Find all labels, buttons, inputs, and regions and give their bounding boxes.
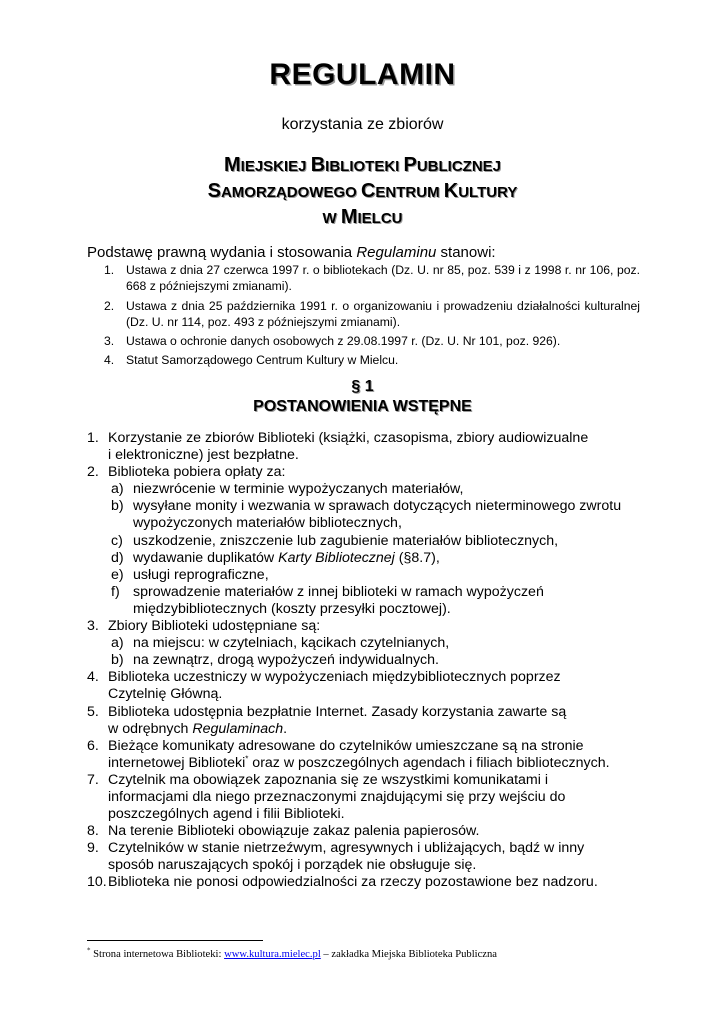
rule-text: Bieżące komunikaty adresowane do czytelników umieszczane są na stronie internetowej Biblioteki* oraz w poszczególnych agendach i filiach bibliotecznych. [108,737,610,771]
institution-line-1 [0,155,725,175]
section-sign: § 1 [351,378,374,395]
rule-number: 5. [87,703,99,720]
rule-subitem: f) sprowadzenie materiałów z innej biblioteki w ramach wypożyczeń międzybibliotecznych (koszty przesyłki pocztowej). [111,583,544,617]
rule-item [87,669,647,703]
rule-number: 8. [87,823,99,840]
rule-text: Biblioteka udostępnia bezpłatnie Internet. Zasady korzystania zawarte są w odrębnych Regulaminach. [108,703,567,737]
rule-item [87,738,647,772]
rule-item [87,430,647,464]
institution-text-part: M [340,206,358,228]
rule-text: Korzystanie ze zbiorów Biblioteki (książki, czasopisma, zbiory audiowizualne i elektroniczne) jest bezpłatne. [108,430,589,464]
institution-text-part: P [403,154,417,176]
rule-item [87,464,647,618]
institution-text-part: M [223,154,241,176]
institution-text-part: K [443,180,459,202]
footnote-separator [87,940,263,941]
legal-basis-item: 1. Ustawa z dnia 27 czerwca 1997 r. o bibliotekach (Dz. U. nr 85, poz. 539 i z 1998 r. nr 106, poz. 668 z późniejszymi zmianami). [104,263,640,294]
institution-text-part: B [310,154,326,176]
rule-number: 3. [87,618,99,635]
institution-text-part: ULTURY [458,184,518,201]
rule-number: 7. [87,771,99,788]
institution-text-part: C [360,180,376,202]
rule-item [87,823,647,840]
footnote: * Strona internetowa Biblioteki: www.kultura.mielec.pl – zakładka Miejska Biblioteka Publiczna [87,946,498,960]
institution-text-part: UBLICZNEJ [416,158,502,175]
rule-subitem: d) wydawanie duplikatów Karty Bibliotecznej (§8.7), [111,549,440,566]
rule-text: Biblioteka pobiera opłaty za: a) niezwrócenie w terminie wypożyczanych materiałów, b) wysyłane monity i wezwania w sprawach dotyczących nieterminowego zwrotu wypożyczonych materiałów bibliotecznych, c) uszkodzenie, zniszczenie lub zagubienie materiałów bibliotecznych, d) wydawanie duplikatów Karty Bibliotecznej (§8.7), e) usługi reprograficzne, f) sprowadzenie materiałów z innej biblioteki w ramach wypożyczeń międzybibliotecznych (koszty przesyłki pocztowej). [108,464,647,618]
rule-subitem: e) usługi reprograficzne, [111,566,269,583]
rule-subitem: b) wysyłane monity i wezwania w sprawach dotyczących nieterminowego zwrotu wypożyczonych materiałów bibliotecznych, [111,498,622,532]
rule-subitem: a) niezwrócenie w terminie wypożyczanych materiałów, [111,481,464,498]
rule-number: 1. [87,430,99,446]
legal-basis-item: 2. Ustawa z dnia 25 października 1991 r. o organizowaniu i prowadzeniu działalności kulturalnej (Dz. U. nr 114, poz. 493 z późniejszymi zmianami). [104,298,640,329]
legal-basis-list [104,262,640,372]
rule-sublist [108,635,647,669]
rule-text: Biblioteka uczestniczy w wypożyczeniach międzybibliotecznych poprzez Czytelnię Główną. [108,669,561,703]
institution-line-2 [0,181,725,201]
institution-text-part: ENTRUM [375,184,444,201]
rule-text: Czytelnik ma obowiązek zapoznania się ze wszystkimi komunikatami i informacjami dla niego przeznaczonymi znajdującymi się przy wejściu do poszczególnych agend i filii Biblioteki. [108,771,566,823]
rule-item [87,704,647,738]
rule-subitem: b) na zewnątrz, drogą wypożyczeń indywidualnych. [111,652,439,669]
rule-item [87,874,647,891]
rule-text: Czytelników w stanie nietrzeźwym, agresywnych i ubliżających, bądź w inny sposób naruszających spokój i porządek nie obsługuje się. [108,840,585,874]
rule-number: 6. [87,737,99,754]
rule-number: 4. [87,669,99,686]
legal-basis-item: 3. Ustawa o ochronie danych osobowych z 29.08.1997 r. (Dz. U. Nr 101, poz. 926). [104,334,561,349]
institution-text-part: IEJSKIEJ [240,158,311,175]
institution-text-part: S [207,180,221,202]
website-link[interactable]: www.kultura.mielec.pl [224,949,321,960]
rule-item [87,840,647,874]
institution-text-part: IBLIOTEKI [325,158,404,175]
rule-number: 2. [87,464,99,481]
rule-subitem: a) na miejscu: w czytelniach, kącikach czytelnianych, [111,635,450,652]
institution-text-part: IELCU [357,210,403,227]
rule-number: 10. [87,874,107,891]
document-subtitle: korzystania ze zbiorów [281,116,444,133]
rule-number: 9. [87,840,99,857]
rule-text: Biblioteka nie ponosi odpowiedzialności za rzeczy pozostawione bez nadzoru. [108,874,598,891]
institution-line-3 [0,207,725,227]
rule-text: Zbiory Biblioteki udostępniane są: a) na miejscu: w czytelniach, kącikach czytelnianych, b) na zewnątrz, drogą wypożyczeń indywidualnych. [108,618,647,669]
document-title: REGULAMIN [269,58,456,91]
institution-text-part: AMORZĄDOWEGO [220,184,361,201]
legal-basis-item: 4. Statut Samorządowego Centrum Kultury w Mielcu. [104,353,399,368]
rule-text: Na terenie Biblioteki obowiązuje zakaz palenia papierosów. [108,823,480,840]
legal-basis-intro: Podstawę prawną wydania i stosowania Regulaminu stanowi: [87,244,496,261]
rules-list [87,430,647,892]
section-title: POSTANOWIENIA WSTĘPNE [253,398,472,415]
institution-text-part: W [322,210,341,227]
rule-subitem: c) uszkodzenie, zniszczenie lub zagubienie materiałów bibliotecznych, [111,532,559,549]
rule-item [87,618,647,669]
rule-item [87,772,647,823]
rule-sublist [108,481,647,618]
